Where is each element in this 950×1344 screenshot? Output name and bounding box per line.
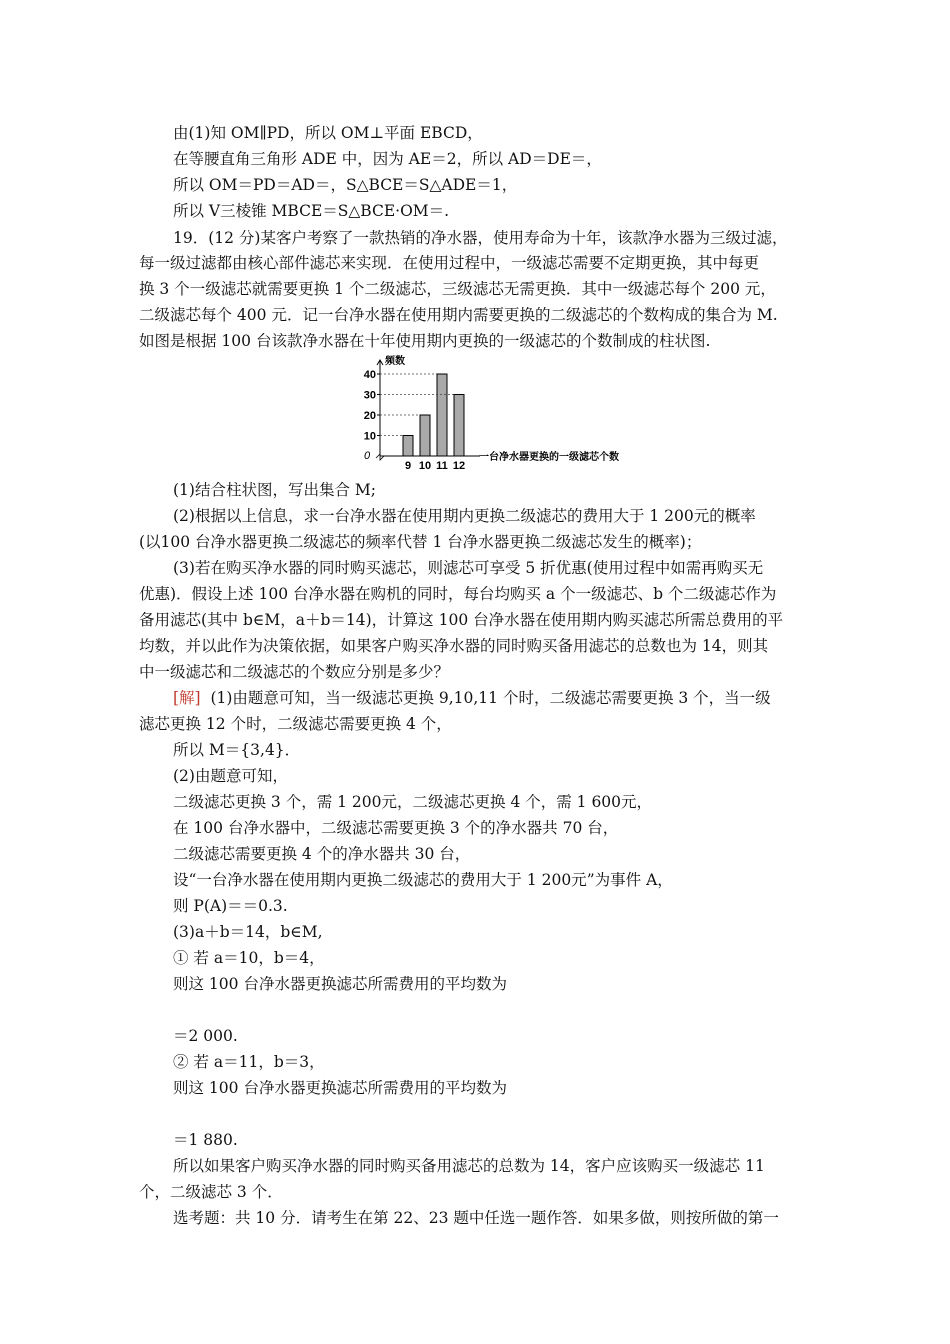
x-tick-label: 10 bbox=[418, 460, 432, 472]
y-tick-label: 10 bbox=[363, 430, 376, 443]
solution-line: 选考题：共 10 分．请考生在第 22、23 题中任选一题作答．如果多做，则按所做的第一 bbox=[173, 1209, 779, 1227]
x-tick-label: 11 bbox=[436, 460, 448, 472]
solution-tag: [解] bbox=[173, 689, 201, 707]
solution-line: ＝2 000. bbox=[173, 1027, 238, 1045]
problem-line: 19．(12 分)某客户考察了一款热销的净水器，使用寿命为十年，该款净水器为三级过滤， bbox=[173, 229, 788, 247]
x-tick-label: 12 bbox=[452, 460, 466, 472]
solution-line: 滤芯更换 12 个时，二级滤芯需要更换 4 个， bbox=[139, 715, 452, 733]
solution-line: ② 若 a＝11，b＝3， bbox=[173, 1053, 325, 1071]
solution-line: 则这 100 台净水器更换滤芯所需费用的平均数为 bbox=[173, 1079, 507, 1097]
text-line: 在等腰直角三角形 ADE 中，因为 AE＝2，所以 AD＝DE＝， bbox=[173, 150, 602, 168]
bar bbox=[420, 415, 430, 456]
bar bbox=[437, 374, 447, 456]
solution-line: 设“一台净水器在使用期内更换二级滤芯的费用大于 1 200元”为事件 A， bbox=[173, 871, 673, 889]
text-line: 由(1)知 OM∥PD，所以 OM⊥平面 EBCD， bbox=[173, 124, 483, 142]
solution-first-line bbox=[173, 688, 771, 708]
axis-break-mark bbox=[376, 454, 384, 460]
question-line: (3)若在购买净水器的同时购买滤芯，则滤芯可享受 5 折优惠(使用过程中如需再购买无 bbox=[173, 559, 764, 577]
question-line: 备用滤芯(其中 b∈M，a＋b＝14)，计算这 100 台净水器在使用期内购买滤芯所需总费用的平 bbox=[139, 611, 784, 629]
solution-line: 所以如果客户购买净水器的同时购买备用滤芯的总数为 14，客户应该购买一级滤芯 11 bbox=[173, 1157, 765, 1175]
y-tick-label: 40 bbox=[363, 369, 376, 381]
problem-line: 每一级过滤都由核心部件滤芯来实现．在使用过程中，一级滤芯需要不定期更换，其中每更 bbox=[139, 254, 760, 272]
y-tick-label: 30 bbox=[363, 389, 376, 402]
x-tick-label: 9 bbox=[404, 460, 412, 472]
question-line: 优惠)．假设上述 100 台净水器在购机的同时，每台均购买 a 个一级滤芯、b 个二级滤芯作为 bbox=[139, 585, 777, 603]
bar bbox=[403, 436, 413, 457]
solution-line: 所以 M＝{3,4}． bbox=[173, 741, 301, 759]
problem-line: 换 3 个一级滤芯就需要更换 1 个二级滤芯，三级滤芯无需更换．其中一级滤芯每个 200 元， bbox=[139, 280, 776, 298]
solution-line: ① 若 a＝10，b＝4， bbox=[173, 949, 325, 967]
problem-line: 二级滤芯每个 400 元．记一台净水器在使用期内需要更换的二级滤芯的个数构成的集合为 M. bbox=[139, 306, 778, 324]
solution-line: 二级滤芯需要更换 4 个的净水器共 30 台， bbox=[173, 845, 471, 863]
bar bbox=[454, 395, 464, 457]
question-line: (以100 台净水器更换二级滤芯的频率代替 1 台净水器更换二级滤芯发生的概率)； bbox=[139, 533, 702, 551]
text-line: 所以 V三棱锥 MBCE＝S△BCE·OM＝. bbox=[173, 202, 450, 220]
solution-line: 个，二级滤芯 3 个． bbox=[139, 1183, 283, 1201]
y-tick-label: 20 bbox=[363, 410, 376, 422]
solution-line: ＝1 880. bbox=[173, 1131, 238, 1149]
solution-line: 二级滤芯更换 3 个，需 1 200元，二级滤芯更换 4 个，需 1 600元， bbox=[173, 793, 653, 811]
text-line: 所以 OM＝PD＝AD＝，S△BCE＝S△ADE＝1， bbox=[173, 176, 518, 194]
solution-line: (2)由题意可知， bbox=[173, 767, 288, 785]
solution-line: (3)a＋b＝14，b∈M, bbox=[173, 923, 323, 941]
y-axis-label: 频数 bbox=[385, 356, 405, 367]
solution-line: 在 100 台净水器中，二级滤芯需要更换 3 个的净水器共 70 台， bbox=[173, 819, 619, 837]
question-line: 均数，并以此作为决策依据，如果客户购买净水器的同时购买备用滤芯的总数也为 14，则其 bbox=[139, 637, 769, 655]
solution-line: 则 P(A)＝＝0.3. bbox=[173, 897, 288, 915]
solution-line: 则这 100 台净水器更换滤芯所需费用的平均数为 bbox=[173, 975, 507, 993]
origin-label: 0 bbox=[364, 450, 371, 462]
solution-text: (1)由题意可知，当一级滤芯更换 9,10,11 个时，二级滤芯需要更换 3 个，当一级 bbox=[210, 689, 771, 707]
problem-line: 如图是根据 100 台该款净水器在十年使用期内更换的一级滤芯的个数制成的柱状图. bbox=[139, 332, 711, 350]
x-axis-label: 一台净水器更换的一级滤芯个数 bbox=[479, 452, 619, 463]
question-line: 中一级滤芯和二级滤芯的个数应分别是多少？ bbox=[139, 663, 450, 681]
question-line: (1)结合柱状图，写出集合 M; bbox=[173, 481, 376, 499]
question-line: (2)根据以上信息，求一台净水器在使用期内更换二级滤芯的费用大于 1 200元的概率 bbox=[173, 507, 756, 525]
bar-chart bbox=[362, 352, 652, 472]
